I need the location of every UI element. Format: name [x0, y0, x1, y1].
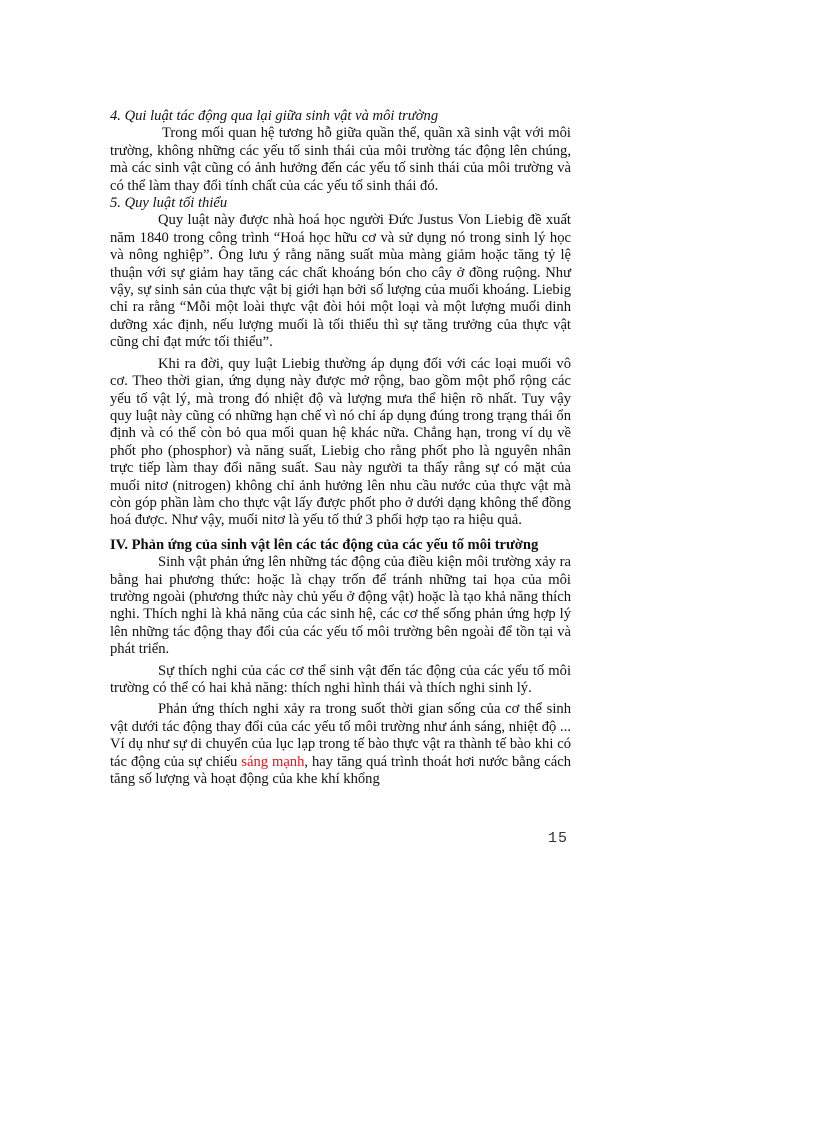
text-after-highlight: , hay tăng quá trình thoát hơi nước bằng cách tăng số lượng và hoạt động của khe khí khổng [110, 753, 571, 788]
page-number: 15 [548, 830, 569, 847]
paragraph-liebig-intro: Quy luật này được nhà hoá học người Đức Justus Von Liebig đề xuất năm 1840 trong công trình “Hoá học hữu cơ và sử dụng nó trong sinh lý học và nông nghiệp”. Ông lưu ý rằng năng suất mùa màng giảm hoặc tăng tỷ lệ thuận với sự giảm hay tăng các chất khoáng bón cho cây ở đồng ruộng. Như vậy, sự sinh sản của thực vật bị giới hạn bởi số lượng của muối khoáng. Liebig chỉ ra rằng “Mỗi một loài thực vật đòi hỏi một loại và một lượng muối dinh dưỡng xác định, nếu lượng muối là tối thiểu thì sự tăng trưởng của thực vật cũng chỉ đạt mức tối thiểu”. [110, 212, 571, 351]
paragraph-liebig-application: Khi ra đời, quy luật Liebig thường áp dụng đối với các loại muối vô cơ. Theo thời gian, ứng dụng này được mở rộng, bao gồm một phổ rộng các yếu tố vật lý, mà trong đó nhiệt độ và lượng mưa thể hiện rõ nhất. Tuy vậy quy luật này cũng có những hạn chế vì nó chỉ áp dụng đúng trong trạng thái ổn định và có thể còn bỏ qua mối quan hệ khác nữa. Chẳng hạn, trong ví dụ về phốt pho (phosphor) và năng suất, Liebig cho rằng phốt pho là nguyên nhân trực tiếp làm thay đổi năng suất. Sau này người ta thấy rằng sự có mặt của muối nitơ (nitrogen) không chỉ ảnh hưởng lên nhu cầu nước của thực vật mà còn góp phần làm cho thực vật lấy được phốt pho ở dưới dạng không thể đồng hoá được. Như vậy, muối nitơ là yếu tố thứ 3 phối hợp tạo ra hiệu quả. [110, 355, 571, 529]
paragraph-adaptation-types: Sự thích nghi của các cơ thể sinh vật đến tác động của các yếu tố môi trường có thể có hai khả năng: thích nghi hình thái và thích nghi sinh lý. [110, 662, 571, 696]
text-before-highlight: Phản ứng thích nghi xảy ra trong suốt thời gian sống của cơ thể sinh vật dưới tác động thay đổi của các yếu tố môi trường như ánh sáng, nhiệt độ ... Ví dụ như sự di chuyển của lục lạp trong tế bào thực vật ra thành tế bào khi có tác động của sự chiếu [110, 701, 571, 770]
paragraph-response-modes: Sinh vật phản ứng lên những tác động của điều kiện môi trường xảy ra bằng hai phương thức: hoặc là chạy trốn để tránh những tai họa của môi trường ngoài (phương thức này chủ yếu ở động vật) hoặc là tạo khả năng thích nghi. Thích nghi là khả năng của các sinh hệ, các cơ thể sống phản ứng hợp lý lên những tác động thay đổi của các yếu tố môi trường bên ngoài để tồn tại và phát triển. [110, 554, 571, 658]
heading-section-5: 5. Quy luật tối thiểu [110, 195, 228, 212]
heading-section-iv: IV. Phản ứng của sinh vật lên các tác động của các yếu tố môi trường [110, 536, 539, 553]
body-text [110, 108, 571, 788]
heading-section-4: 4. Qui luật tác động qua lại giữa sinh vật và môi trường [110, 108, 439, 124]
paragraph-section-4: Trong mối quan hệ tương hỗ giữa quần thể, quần xã sinh vật với môi trường, không những các yếu tố sinh thái của môi trường tác động lên chúng, mà các sinh vật cũng có ảnh hưởng đến các yếu tố sinh thái của môi trường và có thể làm thay đổi tính chất của các yếu tố sinh thái đó. [110, 125, 571, 194]
highlighted-text: sáng mạnh [241, 753, 305, 770]
paragraph-adaptive-response [110, 701, 571, 788]
